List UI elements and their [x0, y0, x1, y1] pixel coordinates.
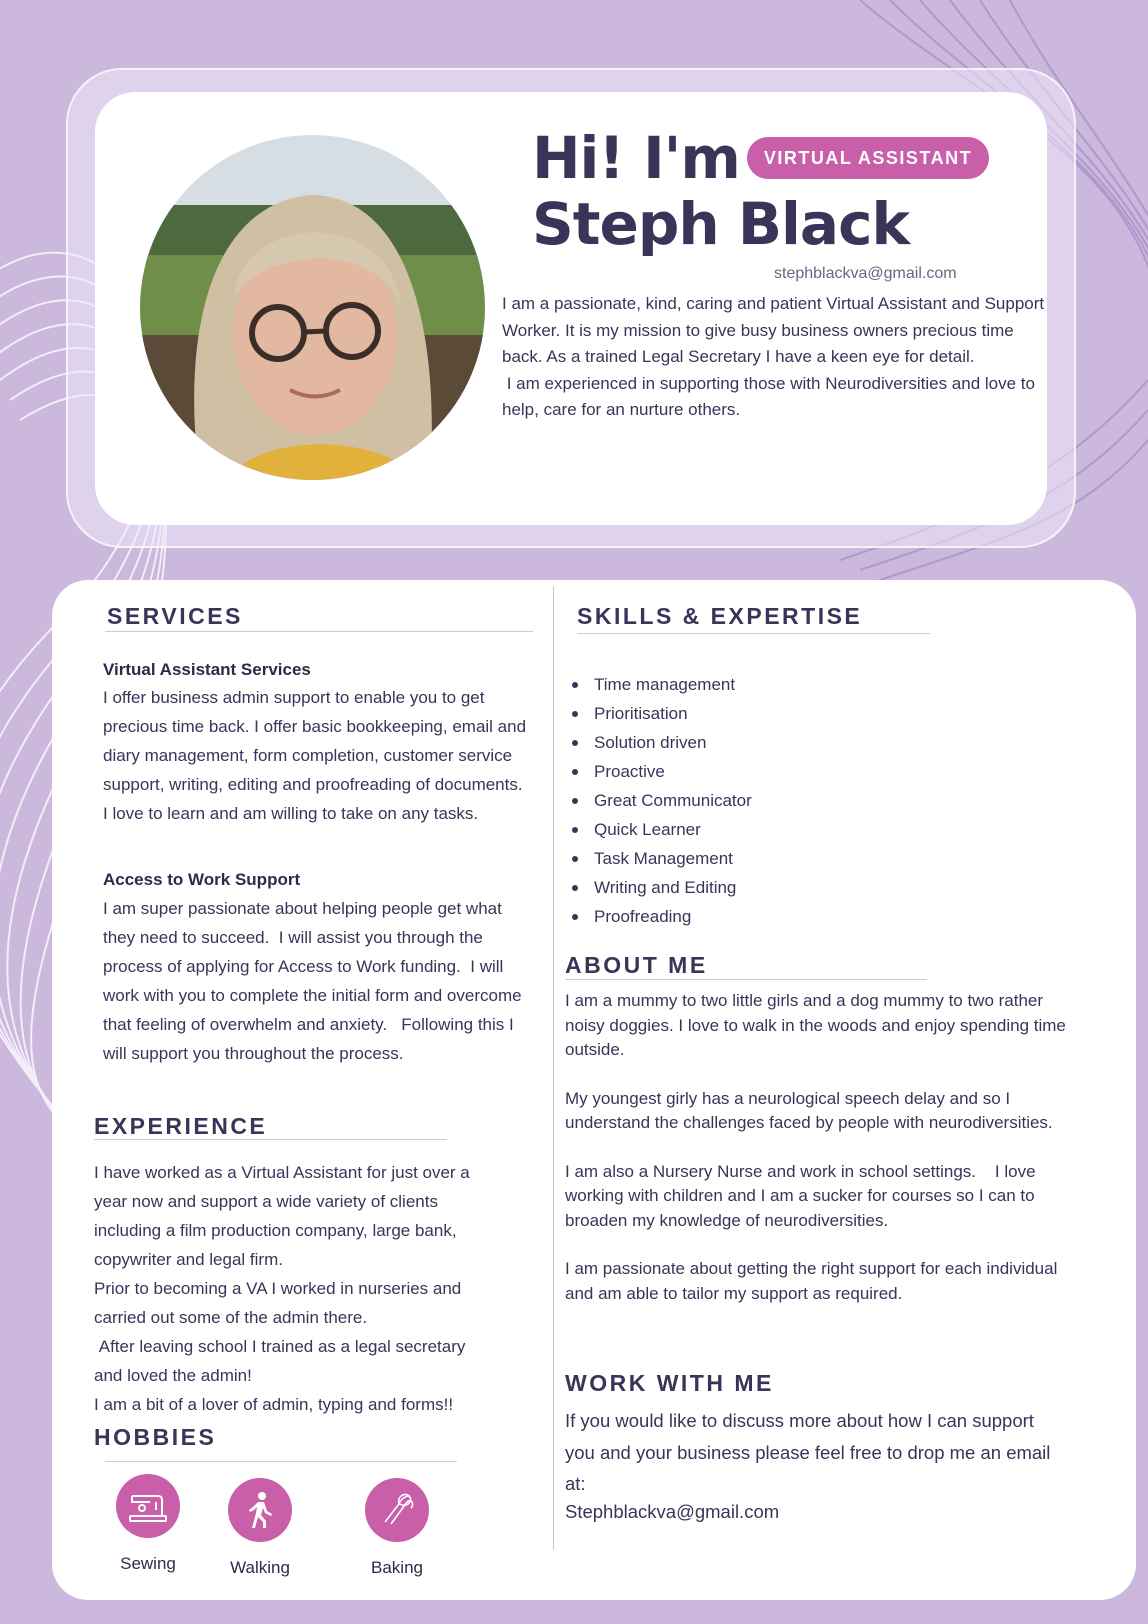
about-paragraph-4: I am passionate about getting the right support for each individual and am able to tailor my support as required.: [565, 1259, 1058, 1303]
va-services-text: I offer business admin support to enable you to get precious time back. I offer basic bookkeeping, email and diary management, form completion, customer service support, writing, editing and proofreading of documents. I love to learn and am willing to take on any tasks.: [103, 688, 527, 823]
about-paragraph-1: I am a mummy to two little girls and a dog mummy to two rather noisy doggies. I love to walk in the woods and enjoy spending time outside.: [565, 991, 1066, 1059]
services-rule: [105, 631, 533, 632]
hobby-label: Walking: [230, 1558, 290, 1577]
whisk-icon: [365, 1478, 429, 1542]
hobbies-rule: [105, 1461, 457, 1462]
services-heading: SERVICES: [107, 603, 243, 629]
work-with-me-text: If you would like to discuss more about how I can support you and your business please feel free to drop me an email at:: [565, 1410, 1051, 1494]
contact-email-link[interactable]: Stephblackva@gmail.com: [565, 1501, 780, 1522]
hobby-label: Sewing: [120, 1554, 176, 1573]
skill-item: Solution driven: [572, 728, 752, 757]
skill-item: Quick Learner: [572, 815, 752, 844]
header-email[interactable]: stephblackva@gmail.com: [774, 265, 957, 282]
access-to-work-text: I am super passionate about helping people get what they need to succeed. I will assist you through the process of applying for Access to Work funding. I will work with you to complete the initial form and overcome that feeling of overwhelm and anxiety. Following this I will support you throughout the process.: [103, 899, 527, 1063]
experience-paragraph-2: Prior to becoming a VA I worked in nurseries and carried out some of the admin there.: [94, 1279, 462, 1327]
hobbies-heading: HOBBIES: [94, 1424, 217, 1450]
experience-paragraph-3: After leaving school I trained as a legal secretary and loved the admin!: [94, 1337, 471, 1385]
walking-person-icon: [228, 1478, 292, 1542]
hobby-sewing: [108, 1474, 188, 1574]
about-rule: [565, 979, 927, 980]
skill-item: Prioritisation: [572, 699, 752, 728]
profile-photo: [140, 135, 485, 480]
intro-paragraph-2: I am experienced in supporting those with Neurodiversities and love to help, care for an nurture others.: [502, 373, 1040, 419]
skills-heading: SKILLS & EXPERTISE: [577, 603, 863, 629]
experience-paragraph-4: I am a bit of a lover of admin, typing and forms!!: [94, 1395, 454, 1414]
greeting-line-1: Hi! I'm: [532, 124, 740, 192]
intro-paragraph-1: I am a passionate, kind, caring and patient Virtual Assistant and Support Worker. It is my mission to give busy business owners precious time back. As a trained Legal Secretary I have a keen eye for detail.: [502, 294, 1045, 366]
experience-rule: [94, 1139, 447, 1140]
experience-paragraph-1: I have worked as a Virtual Assistant for just over a year now and support a wide variety of clients including a film production company, large bank, copywriter and legal firm.: [94, 1163, 470, 1269]
hobby-walking: [220, 1478, 300, 1578]
va-services-subheading: Virtual Assistant Services: [103, 660, 311, 679]
role-badge: VIRTUAL ASSISTANT: [747, 137, 989, 179]
work-with-me-heading: WORK WITH ME: [565, 1370, 774, 1396]
about-text: [565, 989, 1075, 1306]
about-paragraph-3: I am also a Nursery Nurse and work in school settings. I love working with children and I am a sucker for courses so I can to broaden my knowledge of neurodiversities.: [565, 1161, 1041, 1230]
hobby-label: Baking: [371, 1558, 423, 1577]
skill-item: Proofreading: [572, 902, 752, 931]
skill-item: Task Management: [572, 844, 752, 873]
skill-item: Time management: [572, 670, 752, 699]
column-divider: [553, 586, 554, 1550]
about-heading: ABOUT ME: [565, 952, 708, 978]
experience-heading: EXPERIENCE: [94, 1113, 268, 1139]
skill-item: Proactive: [572, 757, 752, 786]
access-to-work-subheading: Access to Work Support: [103, 870, 301, 889]
sewing-machine-icon: [116, 1474, 180, 1538]
name-heading: Steph Black: [532, 190, 910, 258]
skills-rule: [577, 633, 930, 634]
skills-list: [572, 670, 752, 931]
experience-text: [94, 1158, 494, 1419]
intro-text: [502, 291, 1047, 424]
hobby-baking: [357, 1478, 437, 1578]
about-paragraph-2: My youngest girly has a neurological speech delay and so I understand the challenges faced by people with neurodiversities.: [565, 1088, 1053, 1132]
skill-item: Writing and Editing: [572, 873, 752, 902]
skill-item: Great Communicator: [572, 786, 752, 815]
